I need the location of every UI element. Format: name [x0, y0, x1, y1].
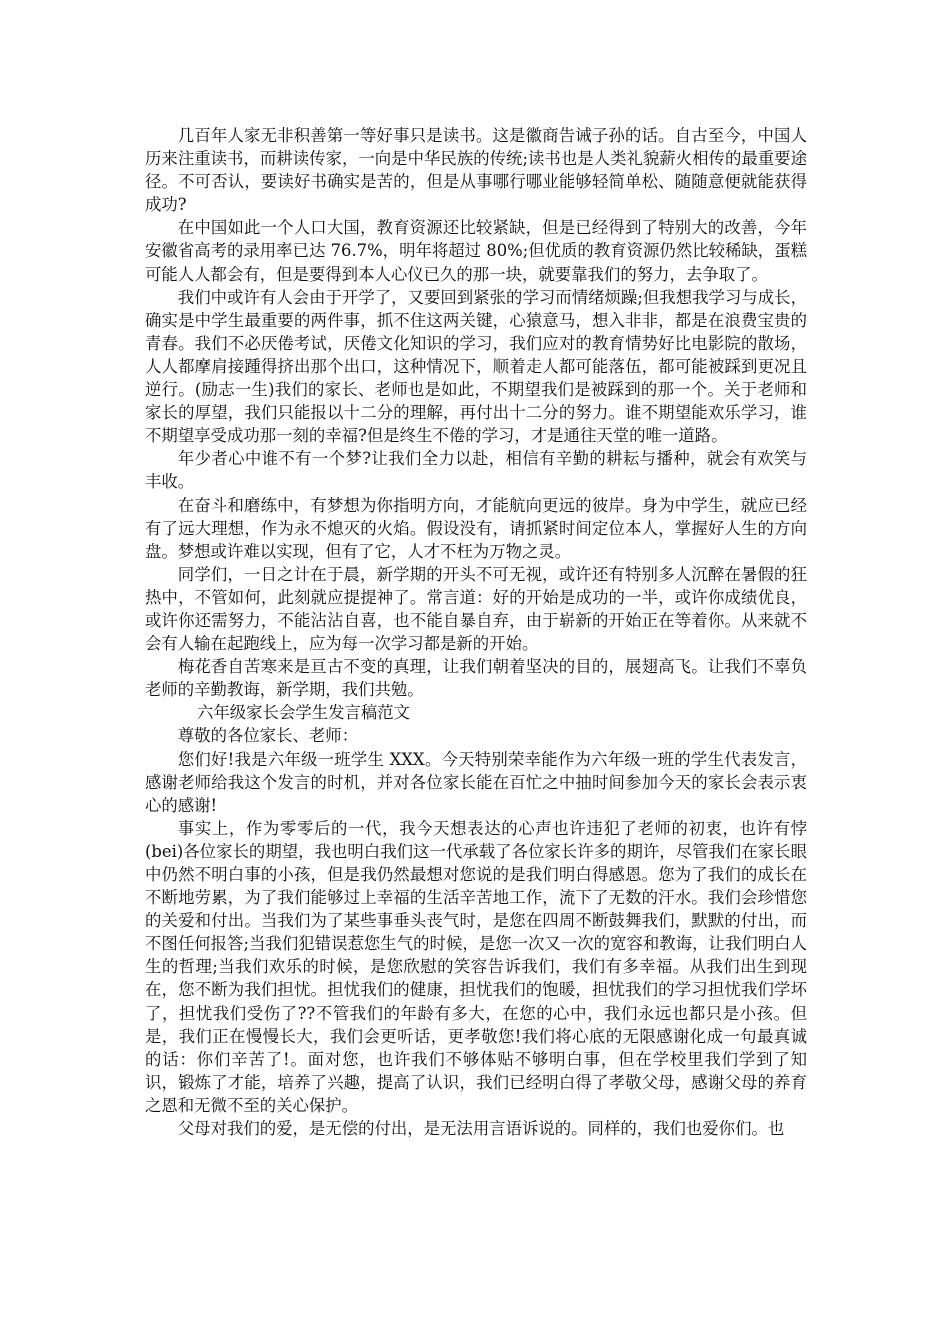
paragraph-1: 几百年人家无非积善第一等好事只是读书。这是徽商告诫子孙的话。自古至今，中国人历来注重读书，而耕读传家，一向是中华民族的传统;读书也是人类礼貌薪火相传的最重要途径。不可否认，要读好书确实是苦的，但是从事哪行哪业能够轻简单松、随随意便就能获得成功?	[145, 126, 807, 215]
paragraph-5: 在奋斗和磨练中，有梦想为你指明方向，才能航向更远的彼岸。身为中学生，就应已经有了远大理想，作为永不熄灭的火焰。假设没有，请抓紧时间定位本人，掌握好人生的方向盘。梦想或许难以实现，但有了它，人才不枉为万物之灵。	[145, 495, 807, 561]
paragraph-6: 同学们，一日之计在于晨，新学期的开头不可无视，或许还有特别多人沉醉在暑假的狂热中，不管如何，此刻就应提提神了。常言道：好的开始是成功的一半，或许你成绩优良，或许你还需努力，不能沾沾自喜，也不能自暴自弃，由于崭新的开始正在等着你。从来就不会有人输在起跑线上，应为每一次学习都是新的开始。	[145, 564, 807, 654]
section-title: 六年级家长会学生发言稿范文	[197, 703, 411, 723]
salutation: 尊敬的各位家长、老师：	[177, 726, 359, 746]
paragraph-4: 年少者心中谁不有一个梦?让我们全力以赴，相信有辛勤的耕耘与播种，就会有欢笑与丰收。	[145, 449, 807, 492]
paragraph-9: 事实上，作为零零后的一代，我今天想表达的心声也许违犯了老师的初衷，也许有悖(bei)各位家长的期望，我也明白我们这一代承载了各位家长许多的期许，尽管我们在家长眼中仍然不明白事的小孩，但是我仍然最想对您说的是我们明白得感恩。您为了我们的成长在不断地劳累，为了我们能够过上幸福的生活辛苦地工作，流下了无数的汗水。我们会珍惜您的关爱和付出。当我们为了某些事垂头丧气时，是您在四周不断鼓舞我们，默默的付出，而不图任何报答;当我们犯错误惹您生气的时候，是您一次又一次的宽容和教诲，让我们明白人生的哲理;当我们欢乐的时候，是您欣慰的笑容告诉我们，我们有多幸福。从我们出生到现在，您不断为我们担忧。担忧我们的健康，担忧我们的饱暖，担忧我们的学习担忧我们学坏了，担忧我们受伤了??不管我们的年龄有多大，在您的心中，我们永远也都只是小孩。但是，我们正在慢慢长大，我们会更听话，更孝敬您!我们将心底的无限感谢化成一句最真诚的话：你们辛苦了!。面对您，也许我们不够体贴不够明白事，但在学校里我们学到了知识，锻炼了才能，培养了兴趣，提高了认识，我们已经明白得了孝敬父母，感谢父母的养育之恩和无微不至的关心保护。	[145, 818, 807, 1115]
paragraph-2: 在中国如此一个人口大国，教育资源还比较紧缺，但是已经得到了特别大的改善，今年安徽省高考的录用率已达 76.7%，明年将超过 80%;但优质的教育资源仍然比较稀缺，蛋糕可能人人都会有，但是要得到本人心仪已久的那一块，就要靠我们的努力，去争取了。	[145, 218, 807, 284]
paragraph-8: 您们好!我是六年级一班学生 XXX。今天特别荣幸能作为六年级一班的学生代表发言，感谢老师给我这个发言的时机，并对各位家长能在百忙之中抽时间参加今天的家长会表示衷心的感谢!	[145, 749, 807, 815]
paragraph-7: 梅花香自苦寒来是亘古不变的真理，让我们朝着坚决的目的，展翅高飞。让我们不辜负老师的辛勤教诲，新学期，我们共勉。	[145, 657, 807, 700]
paragraph-3: 我们中或许有人会由于开学了，又要回到紧张的学习而情绪烦躁;但我想我学习与成长，确实是中学生最重要的两件事，抓不住这两关键，心猿意马，想入非非，都是在浪费宝贵的青春。我们不必厌倦考试，厌倦文化知识的学习，我们应对的教育情势好比电影院的散场，人人都摩肩接踵得挤出那个出口，这种情况下，顺着走人都可能落伍，都可能被踩到更况且逆行。(励志一生)我们的家长、老师也是如此，不期望我们是被踩到的那一个。关于老师和家长的厚望，我们只能报以十二分的理解，再付出十二分的努力。谁不期望能欢乐学习，谁不期望享受成功那一刻的幸福?但是终生不倦的学习，才是通往天堂的唯一道路。	[145, 287, 807, 446]
document-body	[145, 124, 807, 1140]
paragraph-10: 父母对我们的爱，是无偿的付出，是无法用言语诉说的。同样的，我们也爱你们。也	[177, 1119, 785, 1139]
